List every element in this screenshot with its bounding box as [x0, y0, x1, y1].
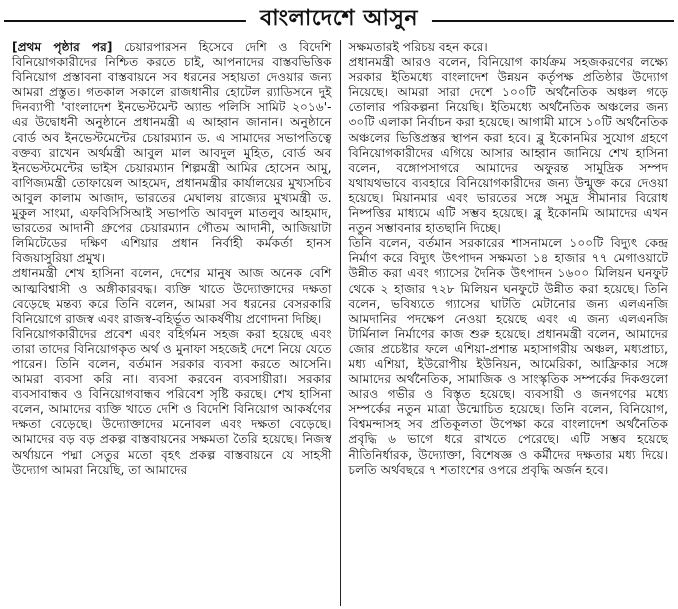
left-paragraph-1	[12, 40, 332, 266]
right-paragraph-1: সক্ষমতারই পরিচয় বহন করে।	[348, 40, 488, 54]
continued-label: [প্রথম পৃষ্ঠার পর]	[12, 40, 113, 54]
article-body	[12, 40, 668, 606]
headline: বাংলাদেশে আসুন	[246, 3, 432, 33]
left-paragraph-3: বিনিয়োগকারীদের প্রবেশ এবং বহির্গমন সহজ করা হয়েছে এবং তারা তাদের বিনিয়োগকৃত অর্থ ও মুনাফা সহজেই দেশে নিয়ে যেতে পারেন। তিনি বলেন, বর্তমান সরকার ব্যবসা করতে আসেনি। আমরা ব্যবসা করি না। ব্যবসা করবেন ব্যবসায়ীরা। সরকার ব্যবসাবান্ধব ও বিনিয়োগবান্ধব পরিবেশ সৃষ্টি করছে। শেখ হাসিনা বলেন, আমাদের ব্যক্তি খাতে দেশি ও বিদেশি বিনিয়োগ আকর্ষণের দক্ষতা বেড়েছে। উদ্যোক্তাদের মনোবল এবং দক্ষতা বেড়েছে। আমাদের বড় বড় প্রকল্প বাস্তবায়নের সক্ষমতা তৈরি হয়েছে। নিজস্ব অর্থায়নে পদ্মা সেতুর মতো বৃহৎ প্রকল্প বাস্তবায়নে যে সাহসী উদ্যোগ আমরা নিয়েছি, তা আমাদের	[12, 326, 332, 477]
left-column	[12, 40, 340, 606]
right-paragraph-3: তিনি বলেন, বর্তমান সরকারের শাসনামলে ১০০টি বিদ্যুৎ কেন্দ্র নির্মাণ করে বিদ্যুৎ উৎপাদন সক্ষমতা ১৪ হাজার ৭৭ মেগাওয়াটে উন্নীত করা এবং গ্যাসের দৈনিক উৎপাদন ১৬০০ মিলিয়ন ঘনফুট থেকে ২ হাজার ৭২৮ মিলিয়ন ঘনফুটে উন্নীত করা হয়েছে। তিনি বলেন, ভবিষ্যতে গ্যাসের ঘাটতি মেটানোর জন্য এলএনজি আমদানির পদক্ষেপ নেওয়া হয়েছে এবং এ জন্য এলএনজি টার্মিনাল নির্মাণের কাজ শুরু হয়েছে। প্রধানমন্ত্রী বলেন, আমাদের জোর প্রচেষ্টার ফলে এশিয়া-প্রশান্ত মহাসাগরীয় অঞ্চল, মধ্যপ্রাচ্য, মধ্য এশিয়া, ইউরোপীয় ইউনিয়ন, আমেরিকা, আফ্রিকার সঙ্গে আমাদের অর্থনৈতিক, সামাজিক ও সাংস্কৃতিক সম্পর্কের দিকগুলো আরও গভীর ও বিস্তৃত হয়েছে। ব্যবসায়ী ও জনগণের মধ্যে সম্পর্কের নতুন মাত্রা উন্মোচিত হয়েছে। তিনি বলেন, বিনিয়োগ, বিশ্বমন্দাসহ সব প্রতিকূলতা উপেক্ষা করে বাংলাদেশ অর্থনৈতিক প্রবৃদ্ধি ৬ ভাগে ধরে রাখতে পেরেছে। এটি সম্ভব হয়েছে নীতিনির্ধারক, উদ্যোক্তা, বিশেষজ্ঞ ও কর্মীদের দক্ষতার মধ্য দিয়ে। চলতি অর্থবছরে ৭ শতাংশের ওপরে প্রবৃদ্ধি অর্জন হবে।	[348, 236, 668, 477]
left-paragraph-1-text: চেয়ারপারসন হিসেবে দেশি ও বিদেশি বিনিয়োগকারীদের নিশ্চিত করতে চাই, আপনাদের বাস্তবভিত্তিক বিনিয়োগ প্রস্তাবনা বাস্তবায়নে সব ধরনের সহায়তা দেওয়ার জন্য আমরা প্রস্তুত। গতকাল সকালে রাজধানীর হোটেল র‌্যাডিসনে দুই দিনব্যাপী 'বাংলাদেশ ইনভেস্টমেন্ট অ্যান্ড পলিসি সামিট ২০১৬'-এর উদ্বোধনী অনুষ্ঠানে প্রধানমন্ত্রী এ আহ্বান জানান। অনুষ্ঠানে বোর্ড অব ইনভেস্টমেন্টের চেয়ারম্যান ড. এ সামাদের সভাপতিত্বে বক্তব্য রাখেন অর্থমন্ত্রী আবুল মাল আবদুল মুহিত, বোর্ড অব ইনভেস্টমেন্টের ভাইস চেয়ারম্যান শিল্পমন্ত্রী আমির হোসেন আমু, বাণিজ্যমন্ত্রী তোফায়েল আহমেদ, প্রধানমন্ত্রীর কার্যালয়ের মুখ্যসচিব আবুল কালাম আজাদ, ভারতের মেঘালয় রাজ্যের মুখ্যমন্ত্রী ড. মুকুল সাংমা, এফবিসিসিআই সভাপতি আবদুল মাতলুব আহমাদ, ভারতের আদানী গ্রুপের চেয়ারম্যান গৌতম আদানী, আজিয়াটা লিমিটেডের দক্ষিণ এশিয়ার প্রধান নির্বাহী কর্মকর্তা হানস বিজয়াসুরিয়া প্রমুখ।	[12, 40, 332, 266]
right-column	[341, 40, 669, 606]
right-paragraph-2: প্রধানমন্ত্রী আরও বলেন, বিনিয়োগ কার্যক্রম সহজকরণের লক্ষ্যে সরকার ইতিমধ্যে বাংলাদেশ উন্নয়ন কর্তৃপক্ষ প্রতিষ্ঠার উদ্যোগ নিয়েছে। আমরা সারা দেশে ১০০টি অর্থনৈতিক অঞ্চল গড়ে তোলার পরিকল্পনা নিয়েছি। ইতিমধ্যে অর্থনৈতিক অঞ্চলের জন্য ৩০টি এলাকা নির্বাচন করা হয়েছে। আগামী মাসে ১০টি অর্থনৈতিক অঞ্চলের ভিত্তিপ্রস্তর স্থাপন করা হবে। ব্লু ইকোনমির সুযোগ গ্রহণে বিনিয়োগকারীদের এগিয়ে আসার আহ্বান জানিয়ে শেখ হাসিনা বলেন, বঙ্গোপসাগরে আমাদের অফুরন্ত সামুদ্রিক সম্পদ যথাযথভাবে ব্যবহারে বিনিয়োগকারীদের জন্য উন্মুক্ত করে দেওয়া হয়েছে। মিয়ানমার এবং ভারতের সঙ্গে সমুদ্র সীমানার বিরোধ নিষ্পত্তির মাধ্যমে এটি সম্ভব হয়েছে। ব্লু ইকোনমি আমাদের এখন নতুন সম্ভাবনার হাতছানি দিচ্ছে।	[348, 55, 668, 236]
left-paragraph-2: প্রধানমন্ত্রী শেখ হাসিনা বলেন, দেশের মানুষ আজ অনেক বেশি আত্মবিশ্বাসী ও অঙ্গীকারবদ্ধ। ব্যক্তি খাতে উদ্যোক্তাদের দক্ষতা বেড়েছে মন্তব্য করে তিনি বলেন, আমরা সব ধরনের বেসরকারি বিনিয়োগে রাজস্ব এবং রাজস্ব-বহির্ভূত আকর্ষণীয় প্রণোদনা দিচ্ছি।	[12, 266, 332, 326]
headline-bar	[0, 0, 678, 36]
